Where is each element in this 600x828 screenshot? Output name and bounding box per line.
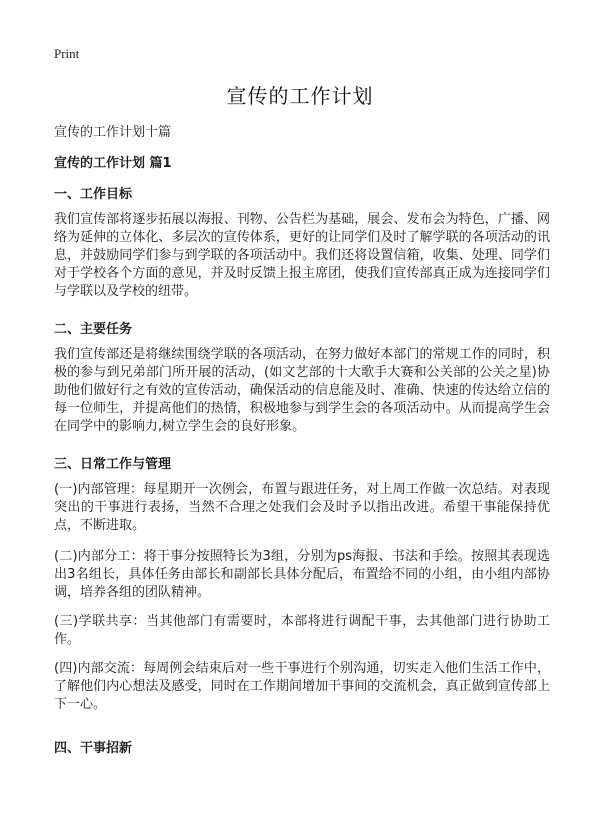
section-heading-recruitment: 四、干事招新 [54, 741, 133, 756]
paragraph-internal-management: (一)内部管理：每星期开一次例会，布置与跟进任务，对上周工作做一次总结。对表现突出的干事进行表扬，当然不合理之处我们会及时予以指出改进。希望干事能保持优点，不断进取。 [54, 482, 550, 533]
article-heading: 宣传的工作计划 篇1 [54, 156, 172, 171]
print-label: Print [54, 46, 80, 61]
section-heading-tasks: 二、主要任务 [54, 322, 133, 337]
section-heading-goals: 一、工作目标 [54, 187, 133, 202]
paragraph-internal-communication: (四)内部交流：每周例会结束后对一些干事进行个别沟通，切实走入他们生活工作中，了解他们内心想法及感受，同时在工作期间增加干事间的交流机会，真正做到宣传部上下一心。 [54, 661, 550, 712]
paragraph-goals: 我们宣传部将逐步拓展以海报、刊物、公告栏为基础，展会、发布会为特色，广播、网络为延伸的立体化、多层次的宣传体系，更好的让同学们及时了解学联的各项活动的讯息，并鼓励同学们参与到学联的各项活动中。我们还将设置信箱，收集、处理、同学们对于学校各个方面的意见，并及时反馈上报主席团，使我们宣传部真正成为连接同学们与学联以及学校的纽带。 [54, 212, 550, 299]
section-heading-daily-work: 三、日常工作与管理 [54, 457, 172, 472]
paragraph-division-of-labor: (二)内部分工：将干事分按照特长为3组，分别为ps海报、书法和手绘。按照其表现选出3名组长，具体任务由部长和副部长具体分配后，布置给不同的小组，由小组内部协调，培养各组的团队精神。 [54, 549, 550, 600]
paragraph-resource-sharing: (三)学联共享：当其他部门有需要时，本部将进行调配干事，去其他部门进行协助工作。 [54, 614, 550, 647]
document-subtitle: 宣传的工作计划十篇 [54, 125, 172, 140]
paragraph-tasks: 我们宣传部还是将继续围绕学联的各项活动，在努力做好本部门的常规工作的同时，积极的参与到兄弟部门所开展的活动，(如文艺部的十大歌手大赛和公关部的公关之星)协助他们做好行之有效的宣传活动，确保活动的信息能及时、准确、快速的传达给立信的每一位师生，并提高他们的热情，积极地参与到学生会的各项活动中。从而提高学生会在同学中的影响力,树立学生会的良好形象。 [54, 347, 550, 434]
page-title: 宣传的工作计划 [226, 84, 374, 108]
